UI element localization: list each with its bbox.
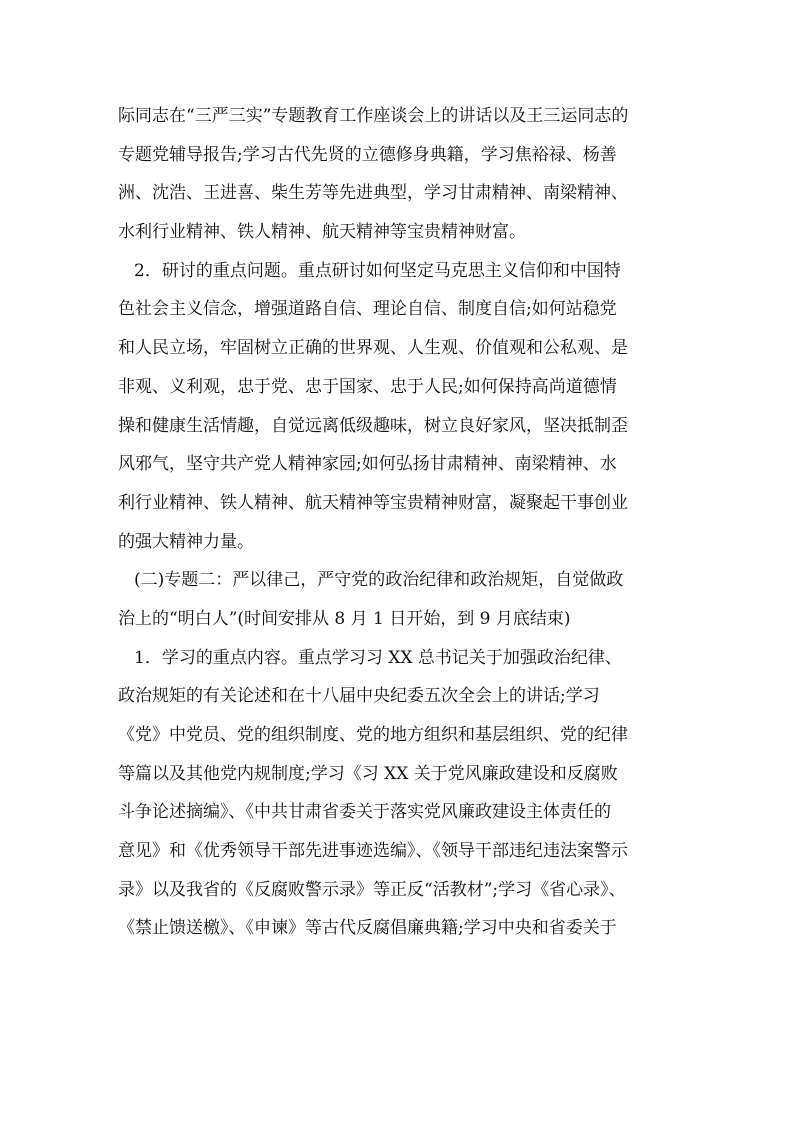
text-line: 等篇以及其他党内规制度;学习《习 XX 关于党风廉政建设和反腐败 [118,763,618,784]
section-heading-line: (二)专题二：严以律己，严守党的政治纪律和政治规矩，自觉做政 [134,570,624,591]
text-line: 利行业精神、铁人精神、航天精神等宝贵精神财富，凝聚起干事创业 [118,492,628,513]
section-heading-line: 治上的“明白人”(时间安排从 8 月 1 日开始，到 9 月底结束) [118,608,571,629]
text-line: 操和健康生活情趣，自觉远离低级趣味，树立良好家风，坚决抵制歪 [118,415,628,436]
text-line: 录》以及我省的《反腐败警示录》等正反“活教材”;学习《省心录》、 [118,879,626,900]
text-line: 和人民立场，牢固树立正确的世界观、人生观、价值观和公私观、是 [118,338,628,359]
text-line: 意见》和《优秀领导干部先进事迹选编》、《领导干部违纪违法案警示 [118,841,628,862]
text-line: 风邪气，坚守共产党人精神家园;如何弘扬甘肃精神、南梁精神、水 [118,454,617,475]
text-line: 《禁止馈送檄》、《申谏》等古代反腐倡廉典籍;学习中央和省委关于 [118,918,617,939]
text-line: 色社会主义信念，增强道路自信、理论自信、制度自信;如何站稳党 [118,299,617,320]
text-line: 《党》中党员、党的组织制度、党的地方组织和基层组织、党的纪律 [118,725,628,745]
text-line: 的强大精神力量。 [118,531,254,552]
text-line: 政治规矩的有关论述和在十八届中央纪委五次全会上的讲话;学习 [118,686,600,707]
text-line: 洲、沈浩、王进喜、柴生芳等先进典型，学习甘肃精神、南梁精神、 [118,183,628,204]
text-line: 1．学习的重点内容。重点学习习 XX 总书记关于加强政治纪律、 [134,647,622,668]
text-line: 际同志在“三严三实”专题教育工作座谈会上的讲话以及王三运同志的 [118,106,629,126]
text-line: 非观、义利观，忠于党、忠于国家、忠于人民;如何保持高尚道德情 [118,376,617,397]
text-line: 水利行业精神、铁人精神、航天精神等宝贵精神财富。 [118,222,526,243]
text-line: 2．研讨的重点问题。重点研讨如何坚定马克思主义信仰和中国特 [134,260,621,281]
text-line: 专题党辅导报告;学习古代先贤的立德修身典籍，学习焦裕禄、杨善 [118,144,617,165]
text-line: 斗争论述摘编》、《中共甘肃省委关于落实党风廉政建设主体责任的 [118,802,611,823]
document-body [118,97,678,948]
